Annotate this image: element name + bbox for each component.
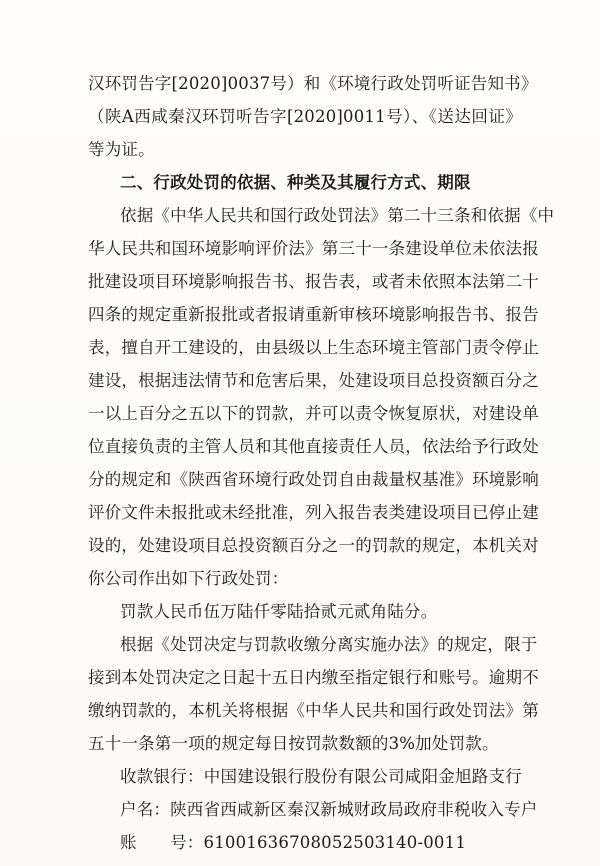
text-line-3: 等为证。 [88, 140, 155, 159]
fine-amount-line: 罚款人民币伍万陆仟零陆拾贰元贰角陆分。 [120, 602, 438, 621]
text-line-21: 五十一条第一项的规定每日按罚款数额的3%加处罚款。 [88, 734, 499, 753]
text-line-10: 建设，根据违法情节和危害后果，处建设项目总投资额百分之 [88, 371, 539, 390]
account-number-line: 账 号：6100163670805250314​0-0011 [120, 833, 467, 852]
account-name-line: 户名：陕西省西咸新区秦汉新城财政局政府非税收入专户 [120, 800, 538, 819]
text-line-15: 设的，处建设项目总投资额百分之一的罚款的规定，本机关对 [88, 536, 539, 555]
text-line-19: 接到本处罚决定之日起十五日内缴至指定银行和账号。逾期不 [88, 668, 539, 687]
text-line-6: 华人民共和国环境影响评价法》第三十一条建设单位未依法报 [88, 239, 539, 258]
text-line-11: 一以上百分之五以下的罚款，并可以责令恢复原状，对建设单 [88, 404, 539, 423]
bank-line: 收款银行：中国建设银行股份有限公司咸阳金旭路支行 [120, 767, 522, 786]
section-heading: 二、行政处罚的依据、种类及其履行方式、期限 [120, 173, 471, 192]
text-line-14: 评价文件未报批或未经批准，列入报告表类建设项目已停止建 [88, 503, 539, 522]
text-line-13: 分的规定和《陕西省环境行政处罚自由裁量权基准》环境影响 [88, 470, 539, 489]
text-line-9: 表，擅自开工建设的，由县级以上生态环境主管部门责令停止 [88, 338, 539, 357]
text-line-8: 四条的规定重新报批或者报请重新审核环境影响报告书、报告 [88, 305, 539, 324]
text-line-2: （陕A西咸秦汉环罚听告字[2020]0011号）、《送达回证》 [88, 107, 522, 126]
text-line-5: 依据《中华人民共和国行政处罚法》第二十三条和依据《中 [120, 206, 555, 225]
text-line-7: 批建设项目环境影响报告书、报告表，或者未依照本法第二十 [88, 272, 539, 291]
text-line-18: 根据《处罚决定与罚款收缴分离实施办法》的规定，限于 [120, 635, 538, 654]
text-line-16: 你公司作出如下行政处罚： [88, 569, 289, 588]
text-line-1: 汉环罚告字[2020]0037号）和《环境行政处罚听证告知书》 [88, 74, 538, 93]
text-line-20: 缴纳罚款的，本机关将根据《中华人民共和国行政处罚法》第 [88, 701, 539, 720]
text-line-12: 位直接负责的主管人员和其他直接责任人员，依法给予行政处 [88, 437, 539, 456]
